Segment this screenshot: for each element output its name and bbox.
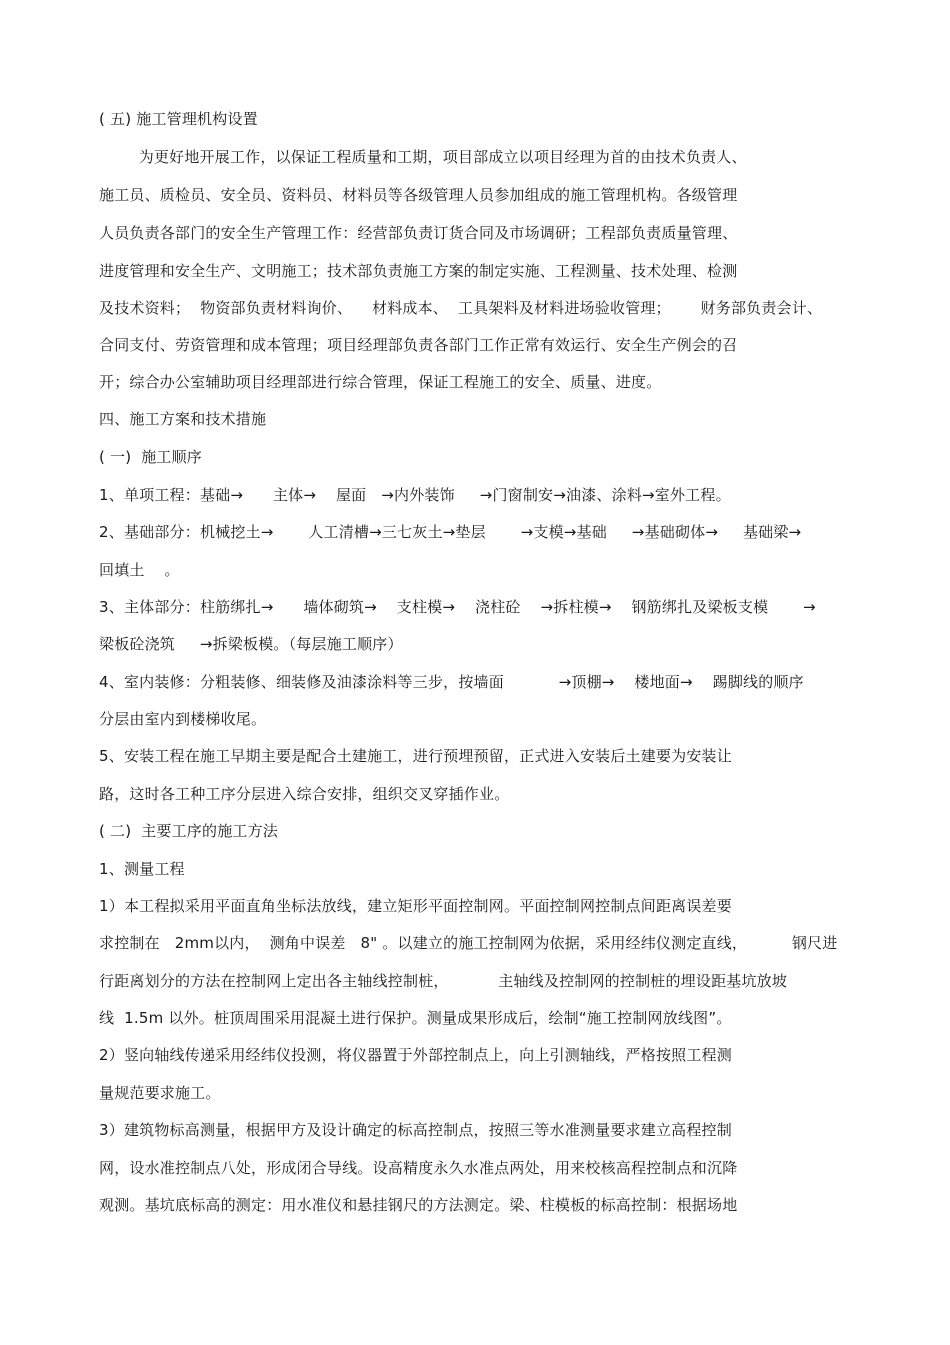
list-item: 5、安装工程在施工早期主要是配合土建施工，进行预埋预留，正式进入安装后土建要为安装让: [99, 747, 732, 765]
list-item: 2、基础部分：机械挖土→ 人工清槽→三七灰土→垫层 →支模→基础 →基础砌体→ 基础梁→: [99, 523, 802, 541]
list-item: 4、室内装修：分粗装修、细装修及油漆涂料等三步，按墙面 →顶棚→ 楼地面→ 踢脚线的顺序: [99, 673, 804, 691]
paragraph-line: 量规范要求施工。: [99, 1084, 221, 1102]
list-item-continuation: 路，这时各工种工序分层进入综合安排，组织交叉穿插作业。: [99, 785, 510, 803]
item-heading: 1、测量工程: [99, 860, 185, 878]
paragraph-line: 3）建筑物标高测量，根据甲方及设计确定的标高控制点，按照三等水准测量要求建立高程控制: [99, 1121, 732, 1139]
paragraph-line: 为更好地开展工作，以保证工程质量和工期，项目部成立以项目经理为首的由技术负责人、: [99, 148, 747, 166]
paragraph-line: 施工员、质检员、安全员、资料员、材料员等各级管理人员参加组成的施工管理机构。各级管理: [99, 186, 738, 204]
paragraph-line: 求控制在 2mm以内， 测角中误差 8" 。以建立的施工控制网为依据，采用经纬仪测定直线， 钢尺进: [99, 934, 838, 952]
section-heading: ( 五) 施工管理机构设置: [99, 110, 258, 128]
list-item-continuation: 分层由室内到楼梯收尾。: [99, 710, 267, 728]
list-item: 1、单项工程：基础→ 主体→ 屋面 →内外装饰 →门窗制安→油漆、涂料→室外工程。: [99, 486, 731, 504]
list-item: 3、主体部分：柱筋绑扎→ 墙体砌筑→ 支柱模→ 浇柱砼 →拆柱模→ 钢筋绑扎及梁板支模 →: [99, 598, 816, 616]
paragraph-line: 1）本工程拟采用平面直角坐标法放线，建立矩形平面控制网。平面控制网控制点间距离误差要: [99, 897, 732, 915]
paragraph-line: 线 1.5m 以外。桩顶周围采用混凝土进行保护。测量成果形成后，绘制“施工控制网放线图”。: [99, 1009, 732, 1027]
paragraph-line: 观测。基坑底标高的测定：用水准仪和悬挂钢尺的方法测定。梁、柱模板的标高控制：根据场地: [99, 1196, 738, 1214]
list-item-continuation: 梁板砼浇筑 →拆梁板模。（每层施工顺序）: [99, 635, 403, 653]
section-heading: 四、施工方案和技术措施: [99, 410, 267, 428]
paragraph-line: 网，设水准控制点八处，形成闭合导线。设高精度永久水准点两处，用来校核高程控制点和沉降: [99, 1159, 738, 1177]
paragraph-line: 进度管理和安全生产、文明施工；技术部负责施工方案的制定实施、工程测量、技术处理、检测: [99, 262, 738, 280]
list-item-continuation: 回填土 。: [99, 561, 180, 579]
paragraph-line: 行距离划分的方法在控制网上定出各主轴线控制桩， 主轴线及控制网的控制桩的埋设距基坑放坡: [99, 972, 788, 990]
subsection-heading: ( 一) 施工顺序: [99, 448, 203, 466]
paragraph-line: 合同支付、劳资管理和成本管理；项目经理部负责各部门工作正常有效运行、安全生产例会的召: [99, 336, 738, 354]
paragraph-line: 人员负责各部门的安全生产管理工作：经营部负责订货合同及市场调研；工程部负责质量管理、: [99, 224, 738, 242]
paragraph-line: 及技术资料； 物资部负责材料询价、 材料成本、 工具架料及材料进场验收管理； 财务部负责会计、: [99, 299, 823, 317]
paragraph-line: 开；综合办公室辅助项目经理部进行综合管理，保证工程施工的安全、质量、进度。: [99, 373, 662, 391]
subsection-heading: ( 二) 主要工序的施工方法: [99, 822, 279, 840]
paragraph-line: 2）竖向轴线传递采用经纬仪投测，将仪器置于外部控制点上，向上引测轴线，严格按照工程测: [99, 1046, 732, 1064]
